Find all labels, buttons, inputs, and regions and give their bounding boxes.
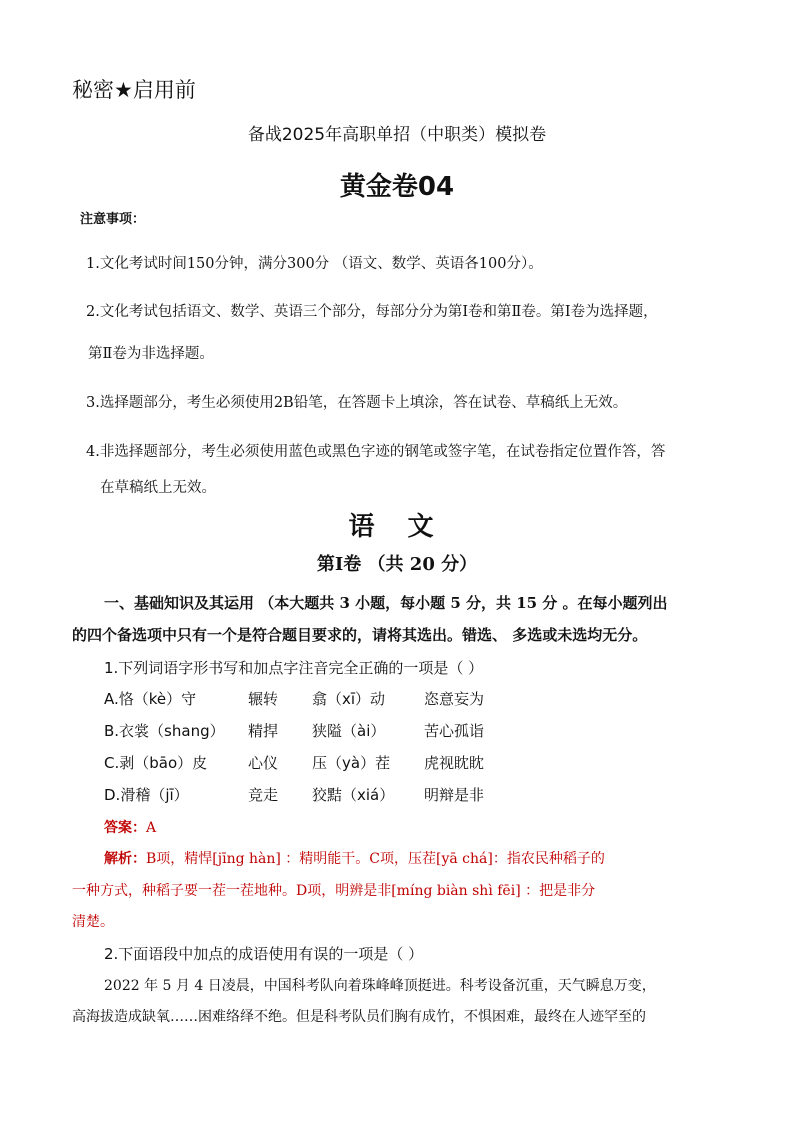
option-c-word: 心仪 <box>248 754 279 772</box>
option-c-word: 虎视眈眈 <box>424 754 485 772</box>
passage-line: 高海拔造成缺氧……困难络绎不绝。但是科考队员们胸有成竹，不惧困难，最终在人迹罕至的 <box>72 1009 646 1025</box>
analysis-text: 清楚。 <box>72 914 114 930</box>
part-title: 第Ⅰ卷 （共 20 分） <box>316 554 478 575</box>
option-row <box>0 720 794 740</box>
option-c-word: C.剥（bāo）皮 <box>104 754 208 772</box>
analysis-text: 一种方式，种稻子要一茬一茬地种。D项，明辨是非[míng biàn shì fēi] ：把是非分 <box>72 883 596 899</box>
notice-item: 第Ⅱ卷为非选择题。 <box>88 346 214 362</box>
question-stem: 1.下列词语字形书写和加点字注音完全正确的一项是（ ） <box>104 659 484 677</box>
answer-line <box>104 817 156 837</box>
analysis-line <box>104 848 605 868</box>
answer-label: 答案： <box>104 820 146 836</box>
option-c-word: 压（yà）茬 <box>312 754 391 772</box>
option-d-word: 竞走 <box>248 786 279 804</box>
notice-item: 1.文化考试时间150分钟，满分300分 （语文、数学、英语各100分）。 <box>86 256 543 272</box>
option-d-word: 狡黠（xiá） <box>312 786 395 804</box>
notice-item: 4.非选择题部分，考生必须使用蓝色或黑色字迹的钢笔或签字笔，在试卷指定位置作答，答 <box>86 444 666 460</box>
option-row <box>0 784 794 804</box>
option-b-word: 精捍 <box>248 722 279 740</box>
section-instruction: 的四个备选项中只有一个是符合题目要求的，请将其选出。错选、 多选或未选均无分。 <box>72 626 648 644</box>
confidential-label: 秘密★启用前 <box>72 78 196 102</box>
notice-item: 3.选择题部分，考生必须使用2B铅笔，在答题卡上填涂，答在试卷、草稿纸上无效。 <box>86 395 628 411</box>
passage-line: 2022 年 5 月 4 日凌晨，中国科考队向着珠峰峰顶挺进。科考设备沉重，天气瞬息万变， <box>104 978 656 994</box>
option-b-word: B.衣裳（shang） <box>104 722 225 740</box>
analysis-label: 解析： <box>104 851 146 867</box>
exam-subtitle: 备战2025年高职单招（中职类）模拟卷 <box>247 125 547 145</box>
section-title: 语 文 <box>348 512 446 542</box>
notice-item: 在草稿纸上无效。 <box>100 480 216 496</box>
notice-item: 2.文化考试包括语文、数学、英语三个部分，每部分分为第Ⅰ卷和第Ⅱ卷。第Ⅰ卷为选择题， <box>86 304 658 320</box>
option-d-word: 明辩是非 <box>424 786 485 804</box>
analysis-text: B项，精悍[jīng hàn] ：精明能干。C项，压茬[yā chá]：指农民种稻子的 <box>146 851 605 867</box>
section-instruction: 一、基础知识及其运用 （本大题共 3 小题，每小题 5 分，共 15 分 。在每小题列出 <box>104 594 668 612</box>
answer-value: A <box>146 820 157 836</box>
option-a-word: A.恪（kè）守 <box>104 690 197 708</box>
option-a-word: 翕（xī）动 <box>312 690 386 708</box>
exam-title: 黄金卷04 <box>339 172 455 202</box>
option-b-word: 狭隘（ài） <box>312 722 386 740</box>
option-row <box>0 752 794 772</box>
option-b-word: 苦心孤诣 <box>424 722 485 740</box>
option-d-word: D.滑稽（jī） <box>104 786 189 804</box>
question-stem: 2.下面语段中加点的成语使用有误的一项是（ ） <box>104 945 424 963</box>
option-a-word: 辗转 <box>248 690 279 708</box>
notice-heading: 注意事项： <box>80 212 146 227</box>
option-a-word: 恣意妄为 <box>424 690 485 708</box>
option-row <box>0 688 794 708</box>
